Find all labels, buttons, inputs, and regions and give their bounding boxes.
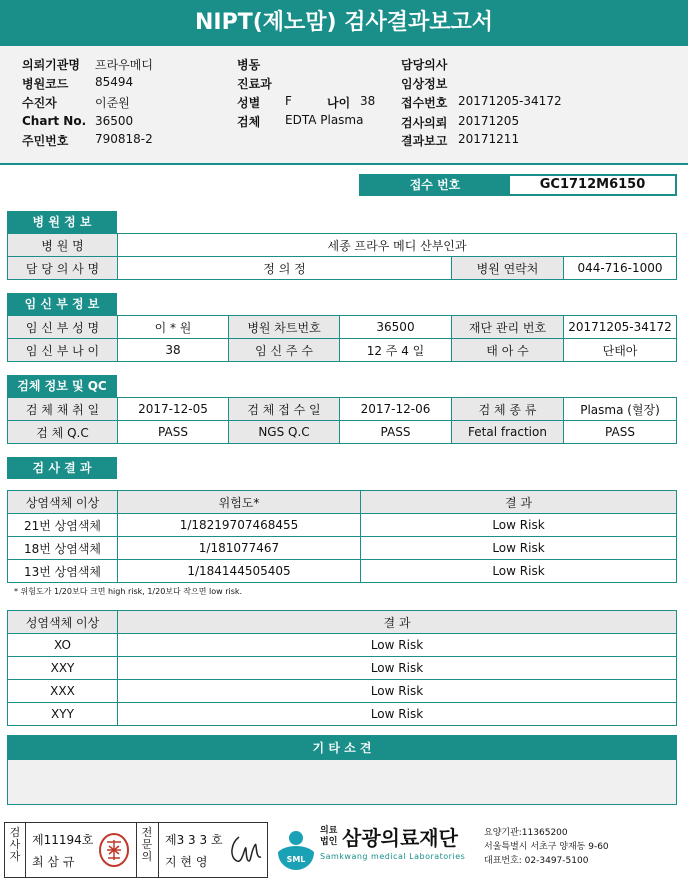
sex-chromosome-name: XXX	[8, 680, 118, 703]
autosome-result: Low Risk	[361, 514, 677, 537]
ward-label: 병동	[237, 58, 261, 72]
patient-info-panel	[0, 46, 688, 165]
result-section-title: 검 사 결 과	[7, 457, 117, 479]
fetus-count-value: 단태아	[564, 339, 677, 362]
institution-value: 프라우메디	[95, 58, 153, 72]
specimen-type-value: Plasma (혈장)	[564, 398, 677, 421]
clinical-label: 임상정보	[401, 77, 448, 91]
id-value: 790818-2	[95, 132, 153, 146]
sex-chromosome-result: Low Risk	[118, 703, 677, 726]
hospital-code-label: 병원코드	[22, 77, 69, 91]
sex-chromosome-table	[7, 610, 677, 726]
hospital-contact-label: 병원 연락처	[452, 257, 564, 280]
fetus-count-label: 태 아 수	[452, 339, 564, 362]
report-title: NIPT(제노맘) 검사결과보고서	[0, 0, 688, 46]
table-row	[8, 703, 677, 726]
doctor-name-value: 정 의 정	[118, 257, 452, 280]
hospital-contact-value: 044-716-1000	[564, 257, 677, 280]
dept-label: 진료과	[237, 77, 272, 91]
fetal-fraction-label: Fetal fraction	[452, 421, 564, 444]
autosome-name: 21번 상염색체	[8, 514, 118, 537]
table-row	[8, 657, 677, 680]
org-code: 요양기관:11365200	[484, 828, 568, 838]
org-english-name: Samkwang medical Laboratories	[320, 852, 466, 861]
specimen-qc-value: PASS	[118, 421, 229, 444]
tester-vertical-label: 검사자	[9, 826, 21, 863]
doctor-label: 담당의사	[401, 58, 448, 72]
sex-chromosome-result: Low Risk	[118, 634, 677, 657]
sex-chromosome-result: Low Risk	[118, 680, 677, 703]
sex-label: 성별	[237, 96, 261, 110]
sex-value: F	[285, 94, 292, 108]
sex-chromosome-name: XXY	[8, 657, 118, 680]
collect-date-label: 검 체 채 취 일	[8, 398, 118, 421]
pregnancy-weeks-value: 12 주 4 일	[340, 339, 452, 362]
autosome-result: Low Risk	[361, 560, 677, 583]
sex-chromosome-header: 성염색체 이상	[8, 611, 118, 634]
risk-header: 위험도*	[118, 491, 361, 514]
specialist-signature-icon	[225, 831, 265, 869]
accession-label: 접수번호	[401, 96, 448, 110]
mgmt-number-value: 20171205-34172	[564, 316, 677, 339]
result-header: 결 과	[361, 491, 677, 514]
chart-value: 36500	[95, 114, 134, 128]
signature-box	[4, 822, 268, 878]
pregnant-section-title: 임 신 부 정 보	[7, 293, 117, 315]
pregnant-age-value: 38	[118, 339, 229, 362]
accession-value: 20171205-34172	[458, 94, 562, 108]
patient-label: 수진자	[22, 96, 57, 110]
id-label: 주민번호	[22, 134, 69, 148]
autosome-name: 13번 상염색체	[8, 560, 118, 583]
doctor-name-label: 담 당 의 사 명	[8, 257, 118, 280]
sex-chromosome-name: XO	[8, 634, 118, 657]
hospital-name-value: 세종 프라우 메디 산부인과	[118, 234, 677, 257]
patient-value: 이준원	[95, 96, 130, 110]
specimen-label: 검체	[237, 115, 261, 129]
tester-seal-icon	[98, 832, 130, 868]
pregnancy-weeks-label: 임 신 주 수	[229, 339, 340, 362]
specimen-value: EDTA Plasma	[285, 113, 364, 127]
hospital-table	[7, 233, 677, 280]
organization-block	[274, 822, 684, 878]
org-name: 삼광의료재단	[342, 826, 458, 850]
org-prefix-line2: 법인	[320, 837, 338, 847]
autosome-name: 18번 상염색체	[8, 537, 118, 560]
hospital-section-title: 병 원 정 보	[7, 211, 117, 233]
sex-chromosome-name: XYY	[8, 703, 118, 726]
specialist-vertical-label: 전문의	[141, 826, 153, 863]
mgmt-number-label: 재단 관리 번호	[452, 316, 564, 339]
fetal-fraction-value: PASS	[564, 421, 677, 444]
specialist-name: 지 현 영	[165, 855, 208, 869]
pregnant-chart-value: 36500	[340, 316, 452, 339]
autosome-result-table	[7, 490, 677, 583]
autosome-header: 상염색체 이상	[8, 491, 118, 514]
age-label: 나이	[327, 96, 351, 110]
hospital-name-label: 병 원 명	[8, 234, 118, 257]
tester-name: 최 삼 규	[32, 855, 75, 869]
report-label: 결과보고	[401, 134, 448, 148]
specimen-type-label: 검 체 종 류	[452, 398, 564, 421]
autosome-risk: 1/18219707468455	[118, 514, 361, 537]
receipt-number-label: 접수 번호	[409, 178, 461, 192]
institution-label: 의뢰기관명	[22, 58, 80, 72]
pregnant-name-label: 임 신 부 성 명	[8, 316, 118, 339]
table-row	[8, 560, 677, 583]
receive-date-value: 2017-12-06	[340, 398, 452, 421]
age-value: 38	[360, 94, 376, 108]
table-row	[8, 537, 677, 560]
sex-result-header: 결 과	[118, 611, 677, 634]
risk-footnote: * 위험도가 1/20보다 크면 high risk, 1/20보다 작으면 low risk.	[14, 587, 243, 596]
ngs-qc-label: NGS Q.C	[229, 421, 340, 444]
org-contact	[484, 826, 609, 868]
request-label: 검사의뢰	[401, 116, 448, 130]
pregnant-name-value: 이 * 원	[118, 316, 229, 339]
sex-chromosome-result: Low Risk	[118, 657, 677, 680]
org-address: 서울특별시 서초구 양재동 9-60	[484, 842, 609, 852]
other-findings-title: 기 타 소 견	[8, 736, 676, 760]
table-row	[8, 634, 677, 657]
receipt-number-box	[359, 174, 677, 196]
sml-logo-icon	[274, 824, 318, 872]
request-value: 20171205	[458, 114, 520, 128]
receipt-number-value: GC1712M6150	[510, 176, 675, 194]
chart-label: Chart No.	[22, 114, 87, 128]
hospital-code-value: 85494	[95, 75, 134, 89]
table-row	[8, 680, 677, 703]
autosome-risk: 1/181077467	[118, 537, 361, 560]
pregnant-chart-label: 병원 차트번호	[229, 316, 340, 339]
collect-date-value: 2017-12-05	[118, 398, 229, 421]
org-prefix	[320, 826, 337, 848]
ngs-qc-value: PASS	[340, 421, 452, 444]
org-phone: 대표번호: 02-3497-5100	[484, 856, 589, 866]
pregnant-age-label: 임 신 부 나 이	[8, 339, 118, 362]
table-row	[8, 514, 677, 537]
report-value: 20171211	[458, 132, 520, 146]
specialist-number: 제3 3 3 호	[165, 833, 223, 847]
sml-logo-text: SML	[286, 855, 306, 864]
other-findings-box	[7, 735, 677, 805]
autosome-risk: 1/184144505405	[118, 560, 361, 583]
specimen-section-title: 검체 정보 및 QC	[7, 375, 117, 397]
specimen-qc-label: 검 체 Q.C	[8, 421, 118, 444]
pregnant-table	[7, 315, 677, 362]
autosome-result: Low Risk	[361, 537, 677, 560]
tester-number: 제11194호	[32, 833, 94, 847]
receive-date-label: 검 체 접 수 일	[229, 398, 340, 421]
specimen-table	[7, 397, 677, 444]
org-prefix-line1: 의료	[320, 826, 338, 836]
